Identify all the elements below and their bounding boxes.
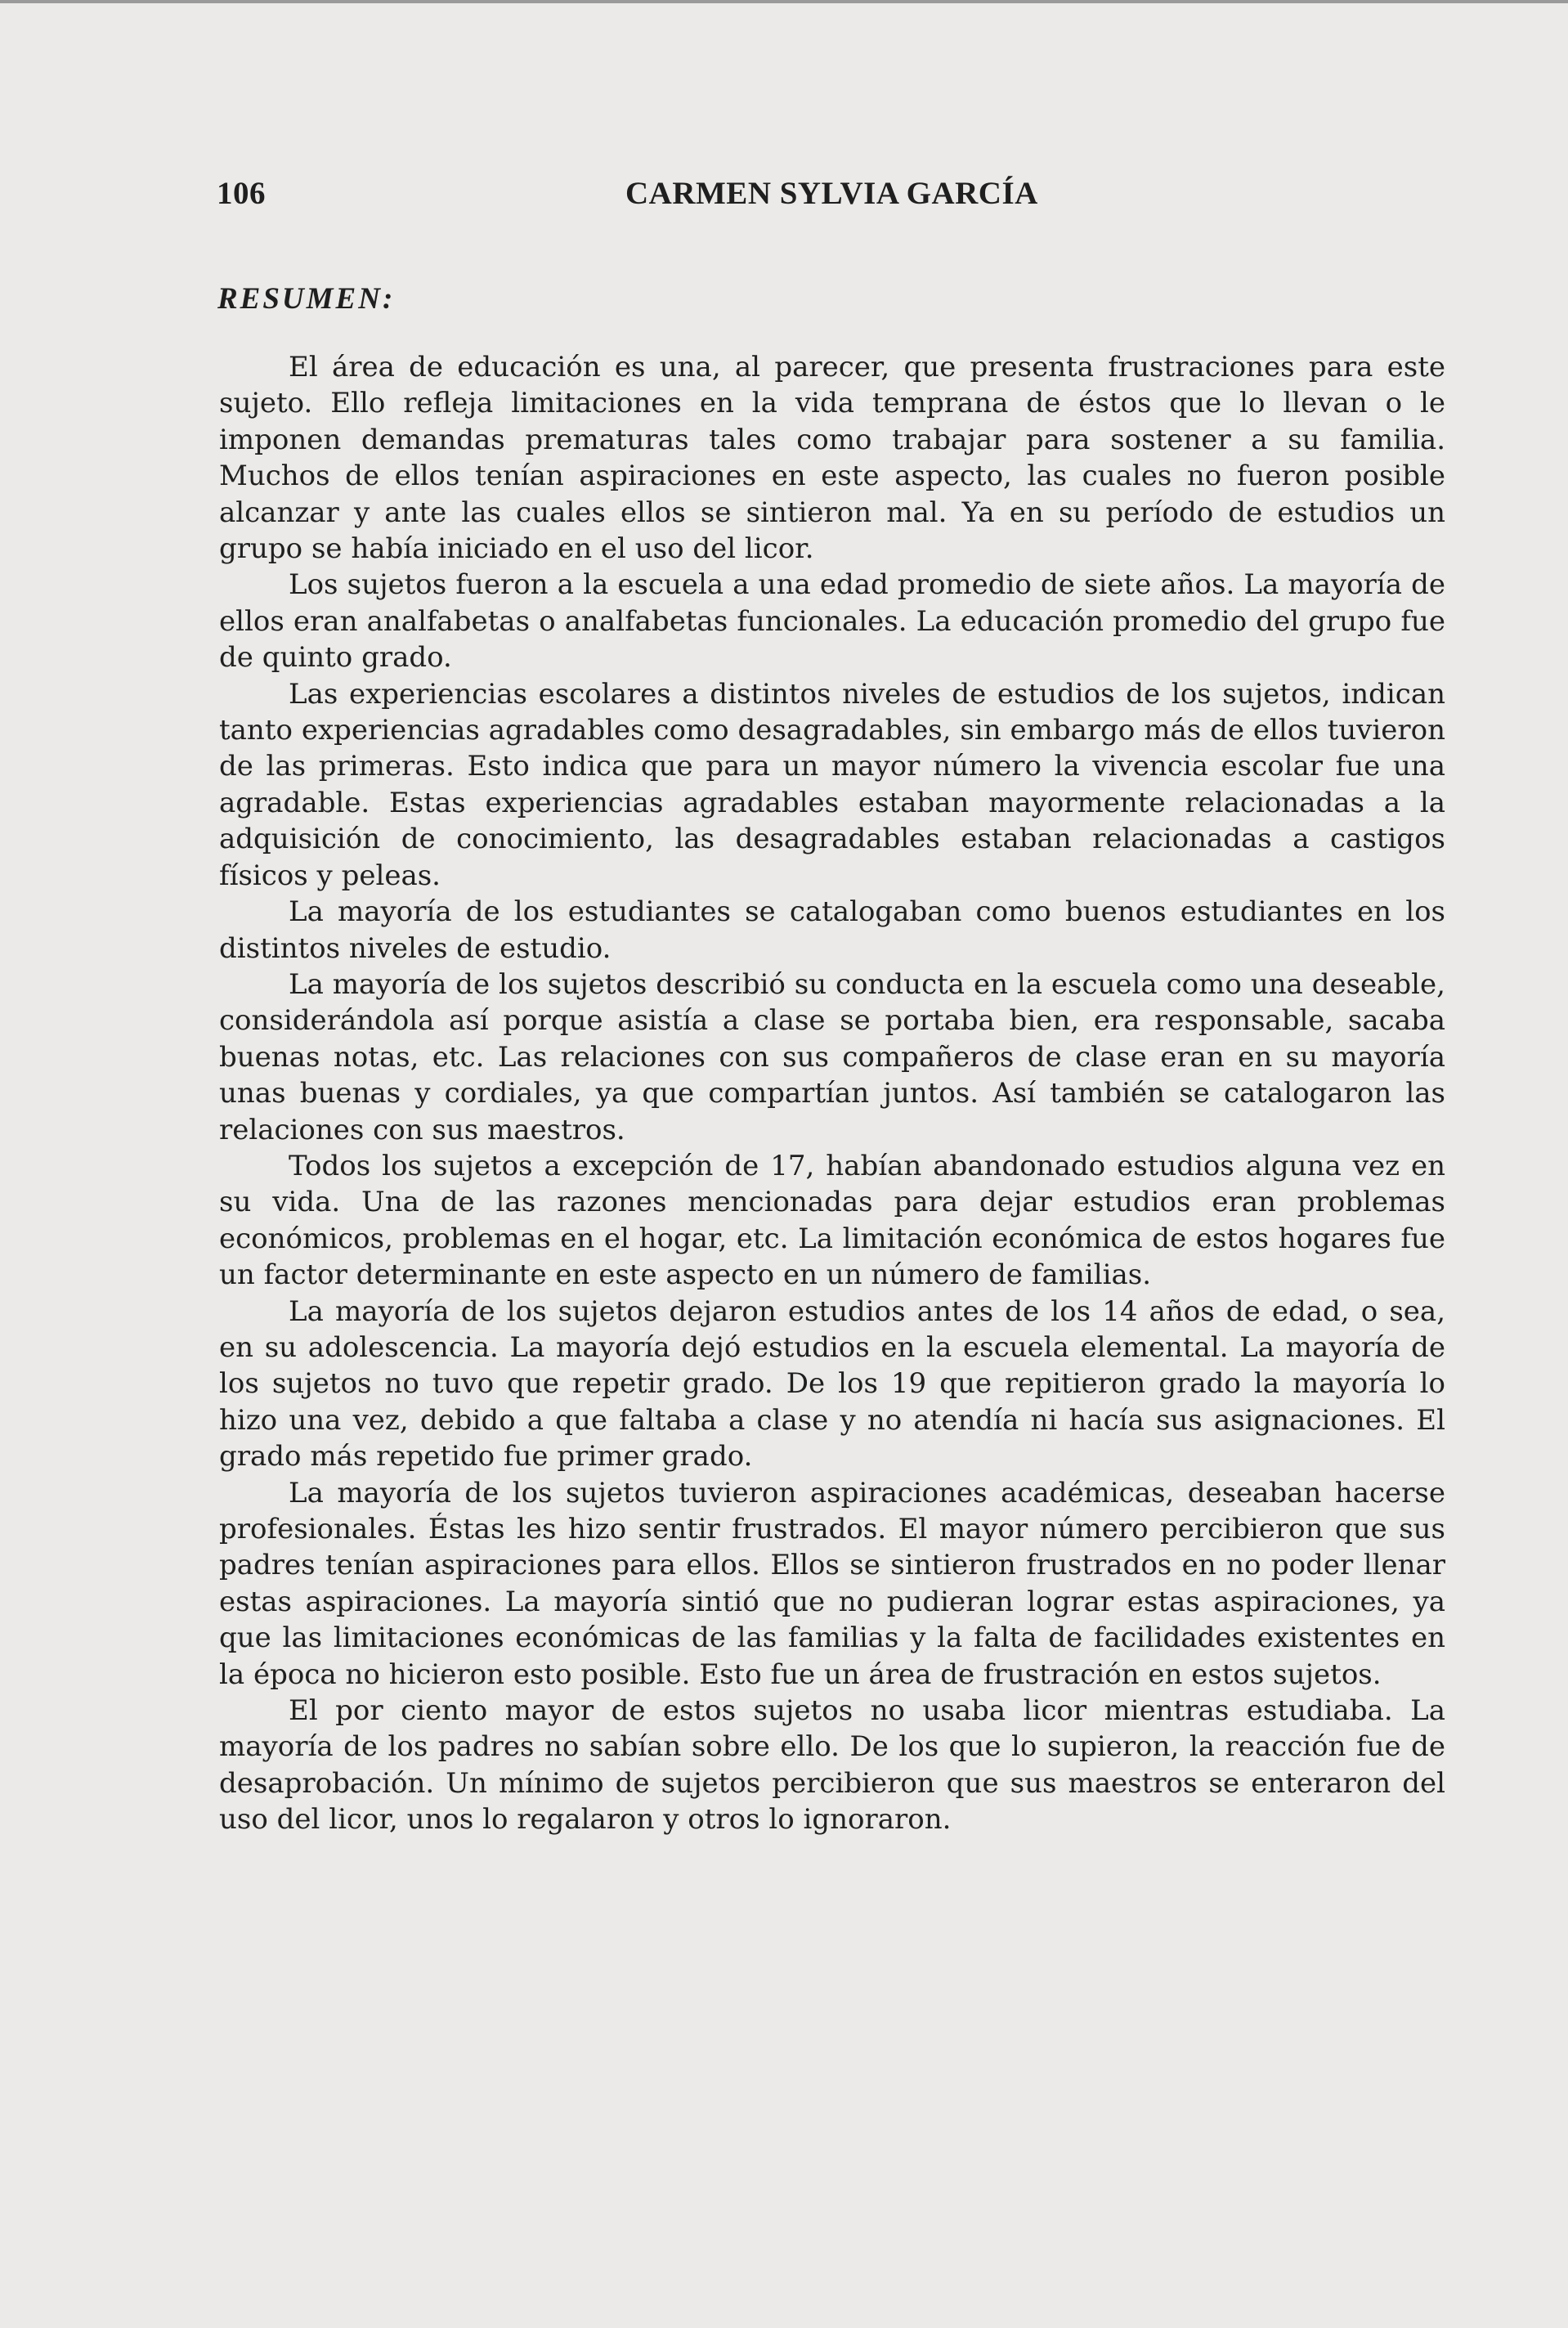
paragraph: La mayoría de los estudiantes se catalogaban como buenos estudiantes en los distintos niveles de estudio. bbox=[219, 895, 1445, 965]
page-number: 106 bbox=[217, 176, 266, 211]
body-text bbox=[219, 349, 1445, 1838]
paragraph: El por ciento mayor de estos sujetos no usaba licor mientras estudiaba. La mayoría de los padres no sabían sobre ello. De los que lo supieron, la reacción fue de desaprobación. Un mínimo de sujetos percibieron que sus maestros se enteraron del uso del licor, unos lo regalaron y otros lo ignoraron. bbox=[219, 1694, 1445, 1837]
paragraph: La mayoría de los sujetos dejaron estudios antes de los 14 años de edad, o sea, en su adolescencia. La mayoría dejó estudios en la escuela elemental. La mayoría de los sujetos no tuvo que repetir grado. De los 19 que repitieron grado la mayoría lo hizo una vez, debido a que faltaba a clase y no atendía ni hacía sus asignaciones. El grado más repetido fue primer grado. bbox=[219, 1294, 1445, 1474]
paragraph: La mayoría de los sujetos tuvieron aspiraciones académicas, deseaban hacerse profesionales. Éstas les hizo sentir frustrados. El mayor número percibieron que sus padres tenían aspiraciones para ellos. Ellos se sintieron frustrados en no poder llenar estas aspiraciones. La mayoría sintió que no pudieran lograr estas aspiraciones, ya que las limitaciones económicas de las familias y la falta de facilidades existentes en la época no hicieron esto posible. Esto fue un área de frustración en estos sujetos. bbox=[219, 1476, 1445, 1691]
page-top-edge bbox=[0, 0, 1568, 3]
paragraph: Los sujetos fueron a la escuela a una edad promedio de siete años. La mayoría de ellos eran analfabetas o analfabetas funcionales. La educación promedio del grupo fue de quinto grado. bbox=[219, 568, 1445, 675]
paragraph: Todos los sujetos a excepción de 17, habían abandonado estudios alguna vez en su vida. Una de las razones mencionadas para dejar estudios eran problemas económicos, problemas en el hogar, etc. La limitación económica de estos hogares fue un factor determinante en este aspecto en un número de familias. bbox=[219, 1149, 1445, 1292]
section-title: RESUMEN: bbox=[217, 282, 396, 316]
paragraph: El área de educación es una, al parecer, que presenta frustraciones para este sujeto. Ello refleja limitaciones en la vida temprana de éstos que lo llevan o le imponen demandas prematuras tales como trabajar para sostener a su familia. Muchos de ellos tenían aspiraciones en este aspecto, las cuales no fueron posible alcanzar y ante las cuales ellos se sintieron mal. Ya en su período de estudios un grupo se había iniciado en el uso del licor. bbox=[219, 351, 1445, 566]
paragraph: La mayoría de los sujetos describió su conducta en la escuela como una deseable, considerándola así porque asistía a clase se portaba bien, era responsable, sacaba buenas notas, etc. Las relaciones con sus compañeros de clase eran en su mayoría unas buenas y cordiales, ya que compartían juntos. Así también se catalogaron las relaciones con sus maestros. bbox=[219, 967, 1445, 1146]
page-header bbox=[217, 175, 1443, 216]
paragraph: Las experiencias escolares a distintos niveles de estudios de los sujetos, indican tanto experiencias agradables como desagradables, sin embargo más de ellos tuvieron de las primeras. Esto indica que para un mayor número la vivencia escolar fue una agradable. Estas experiencias agradables estaban mayormente relacionadas a la adquisición de conocimiento, las desagradables estaban relacionadas a castigos físicos y peleas. bbox=[219, 677, 1445, 892]
running-head: CARMEN SYLVIA GARCÍA bbox=[625, 176, 1038, 211]
